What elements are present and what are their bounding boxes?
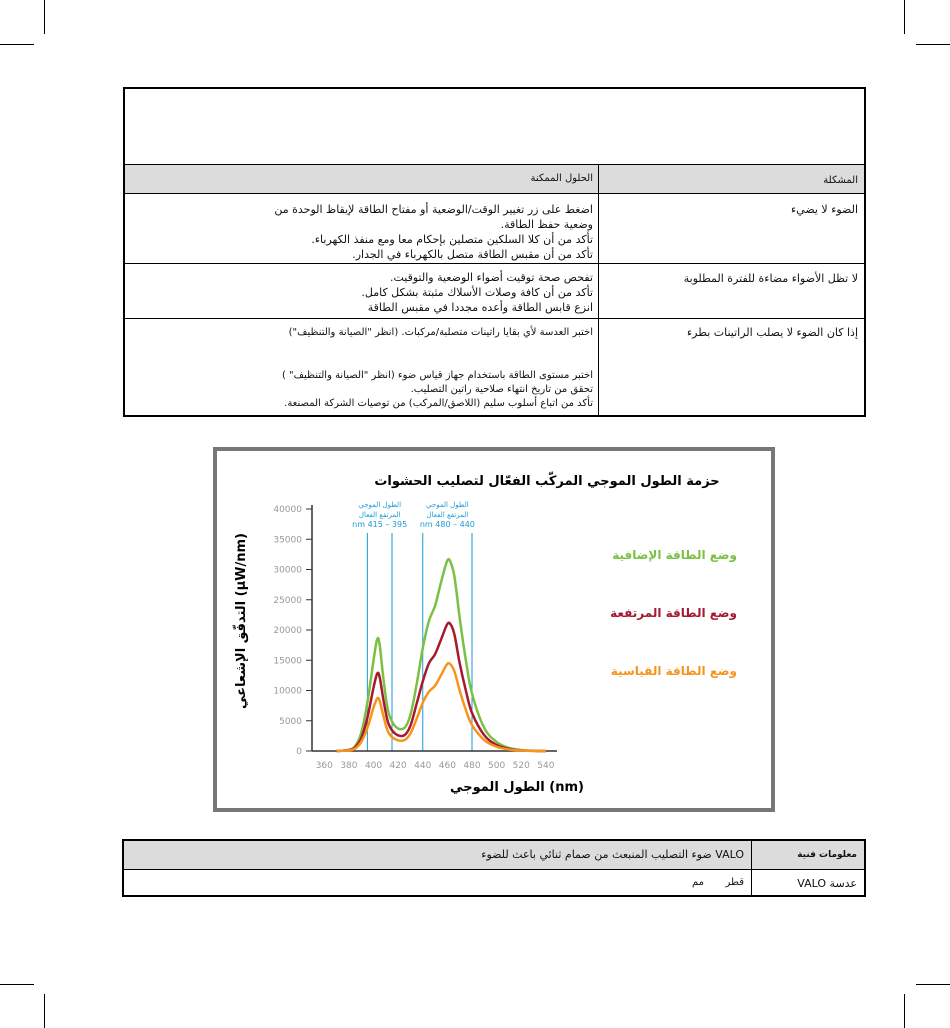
crop-mark (44, 994, 45, 1028)
y-tick-label: 0 (296, 747, 302, 757)
band-label: المرتفع الفعال (358, 511, 401, 519)
tech-label: عدسة VALO (797, 877, 857, 890)
y-tick-label: 40000 (273, 505, 302, 515)
y-tick-label: 20000 (273, 626, 302, 636)
solution-line: تحقق من تاريخ انتهاء صلاحية راتين التصليب. (410, 384, 593, 395)
solution-line: انزع قابس الطاقة وأعده مجددا في مقبس الطاقة (367, 301, 593, 314)
x-tick-label: 460 (438, 761, 456, 771)
x-tick-label: 360 (315, 761, 333, 771)
band-label: nm 480 – 440 (419, 520, 475, 529)
tech-value: VALO ضوء التصليب المنبعث من صمام ثنائي باعث للضوء (481, 848, 744, 861)
x-tick-label: 440 (414, 761, 432, 771)
chart-title: حزمة الطول الموجي المركّب الفعّال لتصليب الحشوات (374, 474, 720, 489)
solution-line: تفحص صحة توقيت أضواء الوضعية والتوقيت. (389, 271, 593, 284)
crop-mark (0, 44, 34, 45)
tech-value: قطر (725, 877, 744, 888)
header-solutions: الحلول الممكنة (530, 173, 593, 184)
x-tick-label: 480 (463, 761, 481, 771)
problem-cell: إذا كان الضوء لا يصلب الراتينات بطرء (686, 326, 858, 339)
crop-mark (904, 0, 905, 34)
spectrum-chart (217, 451, 771, 808)
x-tick-label: 380 (340, 761, 358, 771)
technical-info-table (122, 839, 866, 897)
divider (125, 193, 864, 194)
solutions-cell (135, 270, 593, 315)
problem-cell: لا تظل الأضواء مضاءة للفترة المطلوبة (683, 272, 858, 285)
band-label: nm 415 – 395 (352, 520, 408, 529)
y-axis-label: التدفّق الإشعاعي (µW/nm) (234, 533, 249, 709)
crop-mark (44, 0, 45, 34)
solutions-cell (135, 202, 593, 262)
crop-mark (916, 984, 950, 985)
solution-line: تأكد من أن كلا السلكين متصلين بإحكام معا ومع منفذ الكهرباء. (311, 233, 593, 246)
y-tick-label: 35000 (273, 535, 302, 546)
x-tick-label: 420 (389, 761, 407, 771)
crop-mark (904, 994, 905, 1028)
solutions-cell (135, 325, 593, 340)
problem-cell: الضوء لا يضيء (790, 203, 858, 216)
divider (125, 318, 864, 319)
band-label: المرتفع الفعال (426, 511, 469, 519)
crop-mark (916, 44, 950, 45)
band-label: الطول الموجي (358, 501, 402, 509)
spectrum-chart-frame (213, 447, 775, 812)
solution-line: اختبر العدسة لأي بقايا راتينات متصلبة/مركبات. (انظر "الصيانة والتنظيف") (288, 327, 593, 338)
y-tick-label: 15000 (273, 656, 302, 667)
header-problem: المشكلة (823, 175, 858, 186)
divider (598, 164, 599, 415)
x-tick-label: 540 (537, 761, 555, 771)
divider (751, 841, 752, 895)
x-axis-label: الطول الموجي (nm) (450, 780, 584, 795)
x-tick-label: 400 (364, 761, 383, 771)
y-tick-label: 10000 (273, 686, 302, 697)
solution-line: تأكد من اتباع أسلوب سليم (اللاصق/المركب) من توصيات الشركة المصنعة. (284, 398, 593, 409)
x-tick-label: 500 (488, 761, 506, 771)
band-label: الطول الموجي (426, 501, 469, 509)
tech-label: معلومات فنية (797, 850, 857, 860)
solution-line: اختبر مستوى الطاقة باستخدام جهاز قياس ضوء (انظر "الصيانة والتنظيف" ) (281, 370, 593, 381)
divider (125, 164, 864, 165)
y-tick-label: 25000 (273, 595, 302, 606)
solution-line: اضغط على زر تغيير الوقت/الوضعية أو مفتاح الطاقة لإيقاظ الوحدة من (274, 203, 593, 216)
series-line (337, 663, 546, 751)
solutions-cell (135, 369, 593, 411)
legend-entry: وضع الطاقة الإضافية (612, 548, 737, 562)
solution-line: تأكد من أن مقبس الطاقة متصل بالكهرباء في الجدار. (352, 248, 593, 261)
crop-mark (0, 984, 34, 985)
solution-line: تأكد من أن كافة وصلات الأسلاك مثبتة بشكل كامل. (361, 286, 593, 299)
x-tick-label: 520 (512, 761, 530, 771)
legend-entry: وضع الطاقة المرتفعة (610, 606, 737, 620)
y-tick-label: 30000 (273, 565, 302, 576)
solution-line: وضعية حفظ الطاقة. (500, 218, 593, 231)
legend-entry: وضع الطاقة القياسية (610, 664, 737, 678)
series-line (337, 623, 546, 751)
troubleshooting-table (123, 87, 866, 417)
tech-value-unit: مم (691, 877, 704, 888)
divider (125, 263, 864, 264)
y-tick-label: 5000 (279, 716, 302, 727)
divider (124, 869, 864, 870)
